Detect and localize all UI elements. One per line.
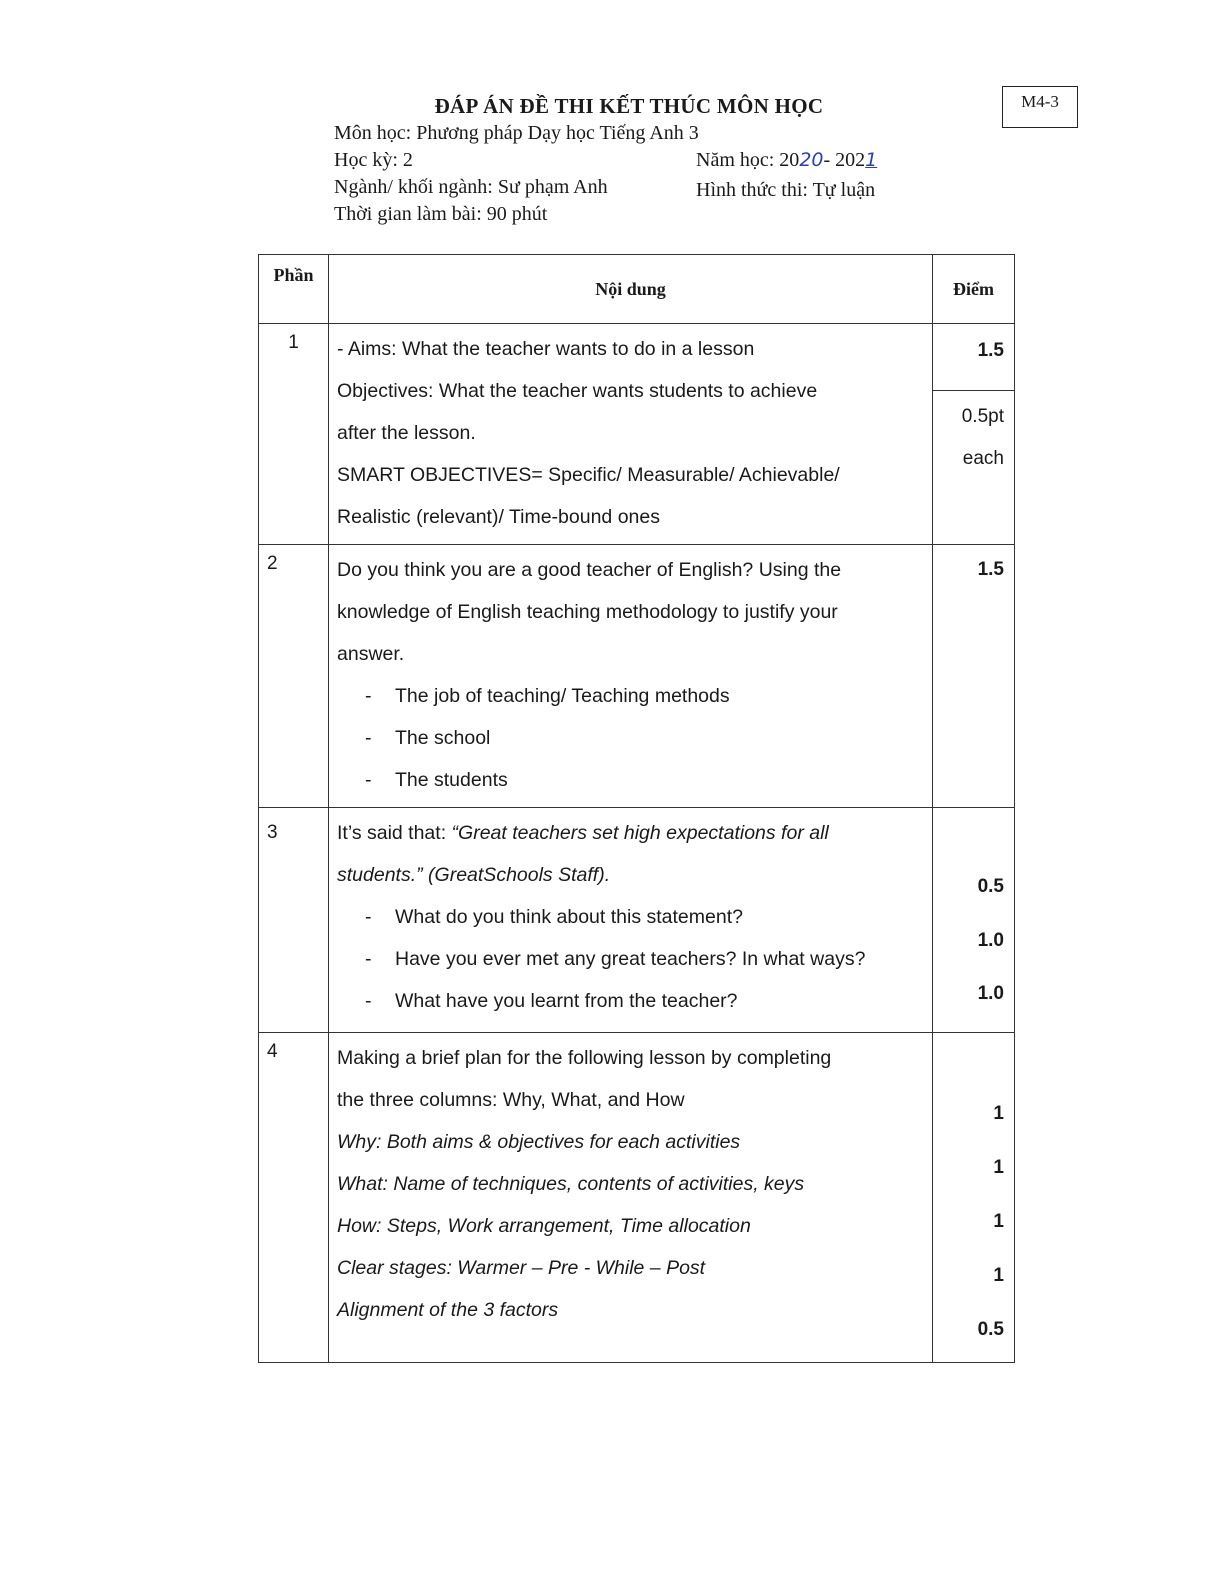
- content-line: answer.: [337, 643, 405, 665]
- handwritten-year-part: 20: [799, 149, 824, 171]
- score-value: 1: [993, 1157, 1004, 1178]
- bullet-item: - What have you learnt from the teacher?: [337, 980, 924, 1022]
- exam-form-line: Hình thức thi: Tự luận: [696, 179, 876, 201]
- row-content: [329, 808, 933, 1033]
- score-value: 0.5pt: [961, 406, 1004, 427]
- table-header-row: [259, 255, 1015, 324]
- table-row: [259, 1033, 1015, 1363]
- score-value: 1: [993, 1265, 1004, 1286]
- content-line: Realistic (relevant)/ Time-bound ones: [337, 506, 660, 528]
- score-divider: [933, 390, 1014, 391]
- score-value: 0.5: [977, 876, 1004, 897]
- header-content: Nội dung: [329, 255, 933, 324]
- content-line: Do you think you are a good teacher of English? Using the: [337, 559, 842, 581]
- row-score: [933, 808, 1015, 1033]
- row-content: [329, 545, 933, 808]
- content-line: Making a brief plan for the following lesson by completing: [337, 1047, 832, 1069]
- score-value: 1: [993, 1103, 1004, 1124]
- table-row: [259, 808, 1015, 1033]
- row-score: [933, 545, 1015, 808]
- school-year-mid: - 202: [823, 149, 866, 171]
- score-value: 1.5: [977, 340, 1004, 361]
- row-content: [329, 1033, 933, 1363]
- criteria-line: Clear stages: Warmer – Pre - While – Post: [337, 1257, 706, 1279]
- content-line: knowledge of English teaching methodology to justify your: [337, 601, 838, 623]
- bullet-item: - The job of teaching/ Teaching methods: [337, 675, 924, 717]
- score-value: 1.0: [977, 983, 1004, 1004]
- quote-intro: It’s said that:: [337, 822, 452, 844]
- part-number: 4: [259, 1033, 329, 1363]
- form-code-box: [1002, 86, 1078, 128]
- quote-text: “Great teachers set high expectations for all: [451, 822, 829, 844]
- bullet-item: - What do you think about this statement?: [337, 896, 924, 938]
- score-value: 1: [993, 1211, 1004, 1232]
- subject-line: Môn học: Phương pháp Dạy học Tiếng Anh 3: [334, 122, 699, 144]
- content-line: the three columns: Why, What, and How: [337, 1089, 685, 1111]
- criteria-line: Alignment of the 3 factors: [337, 1299, 559, 1321]
- part-number: 2: [259, 545, 329, 808]
- criteria-line: How: Steps, Work arrangement, Time allocation: [337, 1215, 751, 1237]
- content-line: Objectives: What the teacher wants students to achieve: [337, 380, 818, 402]
- score-value: 1.0: [977, 930, 1004, 951]
- score-value: 0.5: [977, 1319, 1004, 1340]
- row-score: [933, 1033, 1015, 1363]
- quote-line: students.” (GreatSchools Staff).: [337, 864, 611, 886]
- content-line: SMART OBJECTIVES= Specific/ Measurable/ Achievable/: [337, 464, 840, 486]
- score-value: each: [962, 448, 1004, 469]
- part-number: 1: [259, 324, 329, 545]
- content-line: - Aims: What the teacher wants to do in a lesson: [337, 338, 755, 360]
- criteria-line: What: Name of techniques, contents of activities, keys: [337, 1173, 805, 1195]
- bullet-item: - Have you ever met any great teachers? In what ways?: [337, 938, 924, 980]
- bullet-item: - The school: [337, 717, 924, 759]
- school-year-label: Năm học: 20: [696, 149, 800, 171]
- handwritten-year-end: 1: [865, 149, 878, 171]
- row-content: [329, 324, 933, 545]
- bullet-item: - The students: [337, 759, 924, 801]
- criteria-line: Why: Both aims & objectives for each activities: [337, 1131, 741, 1153]
- part-number: 3: [259, 808, 329, 1033]
- major-line: Ngành/ khối ngành: Sư phạm Anh: [334, 176, 608, 198]
- table-row: [259, 545, 1015, 808]
- content-line: after the lesson.: [337, 422, 476, 444]
- header-score: Điểm: [933, 255, 1015, 324]
- semester-line: Học kỳ: 2: [334, 149, 413, 171]
- form-code: M4-3: [1021, 92, 1059, 111]
- school-year-line: [696, 149, 877, 172]
- duration-line: Thời gian làm bài: 90 phút: [334, 203, 548, 225]
- answer-table: [258, 254, 1015, 1363]
- document-title: ĐÁP ÁN ĐỀ THI KẾT THÚC MÔN HỌC: [434, 94, 824, 118]
- row-score: [933, 324, 1015, 545]
- quote-line: [337, 812, 924, 854]
- header-part: Phần: [259, 255, 329, 324]
- score-value: 1.5: [977, 559, 1004, 580]
- table-row: [259, 324, 1015, 545]
